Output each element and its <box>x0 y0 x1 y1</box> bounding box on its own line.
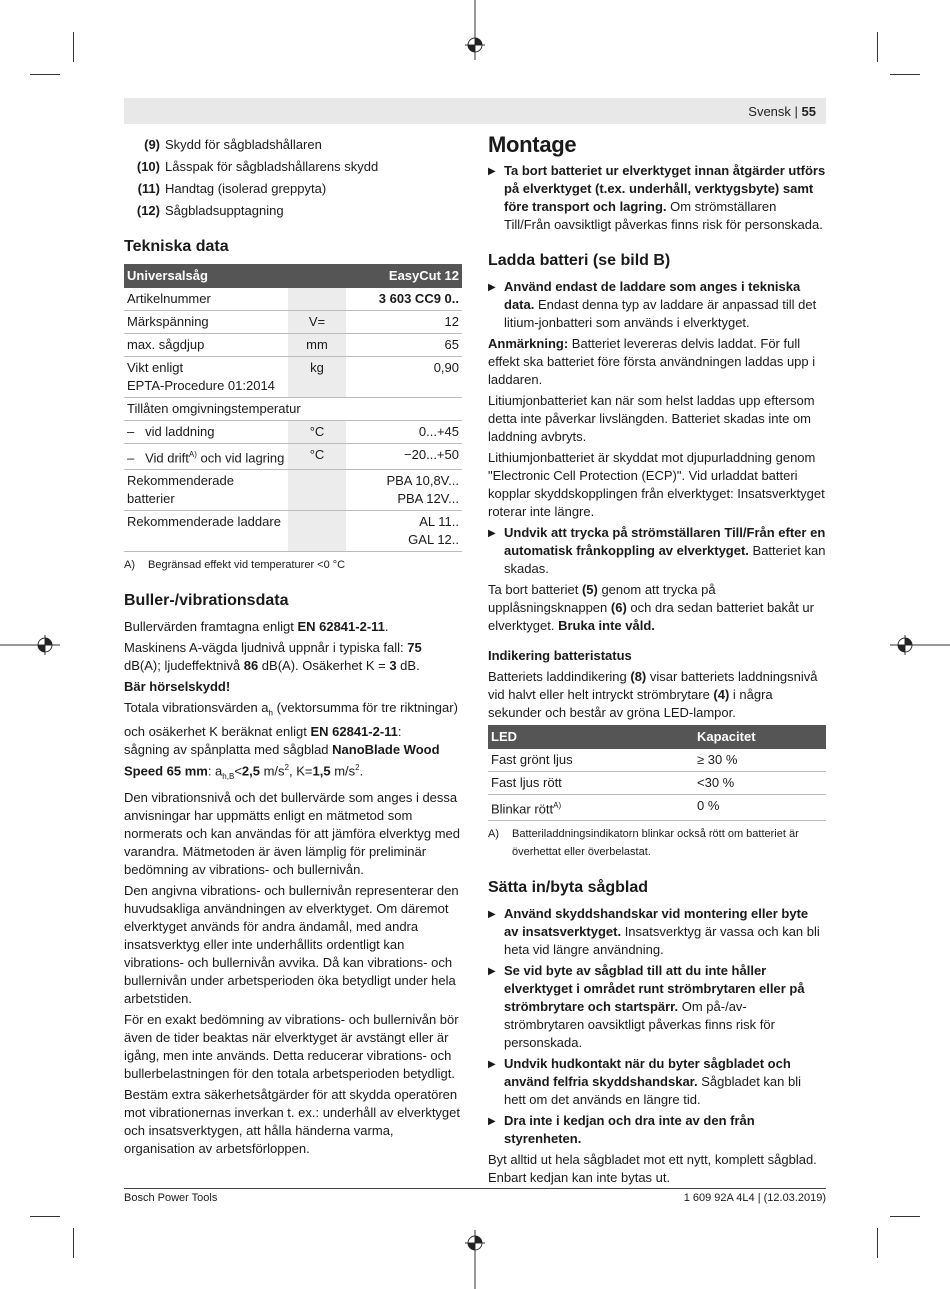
paragraph: Den angivna vibrations- och bullernivån representerar den huvudsakliga användningen av elverktyget. Om däremot elverktyget används för andra ändamål, med andra insatsverktyg eller inte underhållits ordentligt kan vibrations- och bullernivån avvika. Då kan vibrations- och bullernivån under arbetsperioden öka betydligt under hela arbetstiden. <box>124 882 459 1006</box>
page-number: 55 <box>801 104 816 119</box>
table-row: Rekommenderade batterier PBA 10,8V... PBA 12V... <box>124 470 462 511</box>
table-row: – Vid drift$^{A)}$ och vid lagring °C −20...+50 <box>124 444 462 470</box>
registration-mark-icon <box>462 0 488 60</box>
paragraph: För en exakt bedömning av vibrations- och bullernivån bör även de tider beaktas när elverktyget är avstängt eller är igång, men inte används. Detta reducerar vibrations- och bullerbelastningen för den totala arbetsperioden betydligt. <box>124 1011 459 1081</box>
paragraph: Litiumjonbatteriet kan när som helst laddas upp eftersom detta inte påverkar livslängden. Batteriet skadas inte om laddning avbryts. <box>488 393 815 444</box>
table-row: Artikelnummer 3 603 CC9 0.. <box>124 288 462 311</box>
table-header-row: Universalsåg EasyCut 12 <box>124 264 462 288</box>
table-row: Fast ljus rött <30 % <box>488 772 826 795</box>
triangle-right-icon: ▶ <box>488 282 496 293</box>
led-footnote: A) Batteriladdningsindikatorn blinkar också rött om batteriet är överhettat eller överbelastat. <box>488 828 799 859</box>
table-row: – vid laddning °C 0...+45 <box>124 421 462 444</box>
charge-heading: Ladda batteri (se bild B) <box>488 252 671 269</box>
triangle-right-icon: ▶ <box>488 966 496 978</box>
tech-footnote: A) Begränsad effekt vid temperaturer <0 °C <box>124 559 346 572</box>
table-row: Tillåten omgivningstemperatur <box>124 398 462 421</box>
paragraph: Maskinens A-vägda ljudnivå uppnår i typiska fall: 75 dB(A); ljudeffektnivå 86 dB(A). Osäkerhet K = 3 dB. <box>124 640 422 674</box>
tech-data-heading: Tekniska data <box>124 238 229 255</box>
list-item: ▶ Ta bort batteriet ur elverktyget innan åtgärder utförs på elverktyget (t.ex. underhåll, verktygsbyte) samt före transport och lagring. Om strömställaren Till/Från oavsiktligt påverkas finns risk för personskada. <box>488 163 826 232</box>
noise-heading: Buller-/vibrationsdata <box>124 592 289 610</box>
indicator-heading: Indikering batteristatus <box>488 648 632 663</box>
header-language: Svensk <box>748 104 791 119</box>
paragraph: Ta bort batteriet (5) genom att trycka på upplåsningsknappen (6) och dra sedan batteriet bakåt ur elverktyget. Bruka inte våld. <box>488 582 814 633</box>
registration-mark-icon <box>890 632 950 658</box>
table-row: Rekommenderade laddare AL 11.. GAL 12.. <box>124 511 462 552</box>
list-item: (9) Skydd för sågbladshållaren <box>144 137 322 152</box>
header-text: Svensk | 55 <box>748 104 816 119</box>
montage-heading: Montage <box>488 132 577 157</box>
paragraph: Lithiumjonbatteriet är skyddat mot djupurladdning genom "Electronic Cell Protection (ECP)". Vid urladdat batteri kopplar skyddskopplingen från elverktyget: Insatsverktyget roterar inte längre. <box>488 450 825 519</box>
list-item: ▶ Se vid byte av sågblad till att du inte håller elverktyget i området runt strömbrytaren eller på strömbrytare och startspärr. Om på-/av-strömbrytaren oavsiktligt påverkas finns risk för personskada. <box>488 963 805 1051</box>
tech-data-table <box>124 264 462 552</box>
triangle-right-icon: ▶ <box>488 1116 496 1128</box>
paragraph: Totala vibrationsvärden $a_h$ (vektorsumma för tre riktningar) och osäkerhet K beräknat enligt EN 62841-2-11: sågning av spånplatta med sågblad NanoBlade Wood Speed 65 mm: $a_{h,B}<2,5$ $m/s^2$, K=1,5 $m/s^2$. <box>124 700 458 781</box>
triangle-right-icon: ▶ <box>488 909 496 921</box>
led-table <box>488 725 826 821</box>
footer-doc-id: 1 609 92A 4L4 | (12.03.2019) <box>683 1192 826 1204</box>
table-header-row: LED Kapacitet <box>488 725 826 749</box>
list-item: ▶ Använd endast de laddare som anges i tekniska data. Endast denna typ av laddare är anpassad till det litium-jonbatteri som används i elverktyget. <box>488 279 817 330</box>
left-column <box>124 136 462 1161</box>
triangle-right-icon: ▶ <box>488 528 496 539</box>
paragraph: Byt alltid ut hela sågbladet mot ett nytt, komplett sågblad. Enbart kedjan kan inte bytas ut. <box>488 1152 817 1186</box>
blade-heading: Sätta in/byta sågblad <box>488 879 649 897</box>
footer-divider <box>124 1188 826 1189</box>
paragraph: Bestäm extra säkerhetsåtgärder för att skydda operatören mot vibrationernas inverkan t. ex.: underhåll av elverktyget och insatsverktygen, att hålla händerna varma, organisation av arbetsförloppen. <box>124 1086 461 1156</box>
registration-mark-icon <box>462 1230 488 1289</box>
page-header <box>124 98 826 124</box>
table-row: Fast grönt ljus ≥ 30 % <box>488 749 826 772</box>
list-item: ▶ Dra inte i kedjan och dra inte av den från styrenheten. <box>488 1113 755 1147</box>
triangle-right-icon: ▶ <box>488 166 496 177</box>
list-item: ▶ Använd skyddshandskar vid montering eller byte av insatsverktyget. Insatsverktyg är vassa och kan bli heta vid längre användning. <box>488 906 820 958</box>
paragraph: Anmärkning: Batteriet levereras delvis laddat. För full effekt ska batteriet före första användningen laddas upp i laddaren. <box>488 336 816 387</box>
paragraph: Bullervärden framtagna enligt EN 62841-2-11. <box>124 619 389 635</box>
list-item: (10) Låsspak för sågbladshållarens skydd <box>136 159 379 174</box>
table-row: max. sågdjup mm 65 <box>124 334 462 357</box>
list-item: (12) Sågbladsupptagning <box>136 203 284 218</box>
triangle-right-icon: ▶ <box>488 1059 496 1071</box>
list-item: ▶ Undvik att trycka på strömställaren Till/Från efter en automatisk frånkoppling av elverktyget. Batteriet kan skadas. <box>488 525 826 576</box>
paragraph: Bär hörselskydd! <box>124 679 231 695</box>
right-column <box>488 132 826 1190</box>
list-item: ▶ Undvik hudkontakt när du byter sågbladet och använd felfria skyddshandskar. Sågbladet kan bli hett om det används en längre tid. <box>488 1056 801 1108</box>
registration-mark-icon <box>0 632 60 658</box>
list-item: (11) Handtag (isolerad greppyta) <box>137 181 327 196</box>
paragraph: Den vibrationsnivå och det bullervärde som anges i dessa anvisningar har uppmätts enligt en mätmetod som normerats och kan användas för att jämföra elverktyg med varandra. Mätmetoden är även lämplig för preliminär bedömning av vibrations- och bullernivån. <box>124 789 460 877</box>
table-row: Märkspänning V= 12 <box>124 311 462 334</box>
footer-brand: Bosch Power Tools <box>124 1192 218 1204</box>
paragraph: Batteriets laddindikering (8) visar batteriets laddningsnivå vid halvt eller helt intryckt strömbrytare (4) i några sekunder och består av gröna LED-lampor. <box>488 669 818 720</box>
parts-list <box>124 136 462 220</box>
table-row: Vikt enligt EPTA-Procedure 01:2014 kg 0,90 <box>124 357 462 398</box>
table-row: Blinkar rött$^{A)}$ 0 % <box>488 795 826 821</box>
